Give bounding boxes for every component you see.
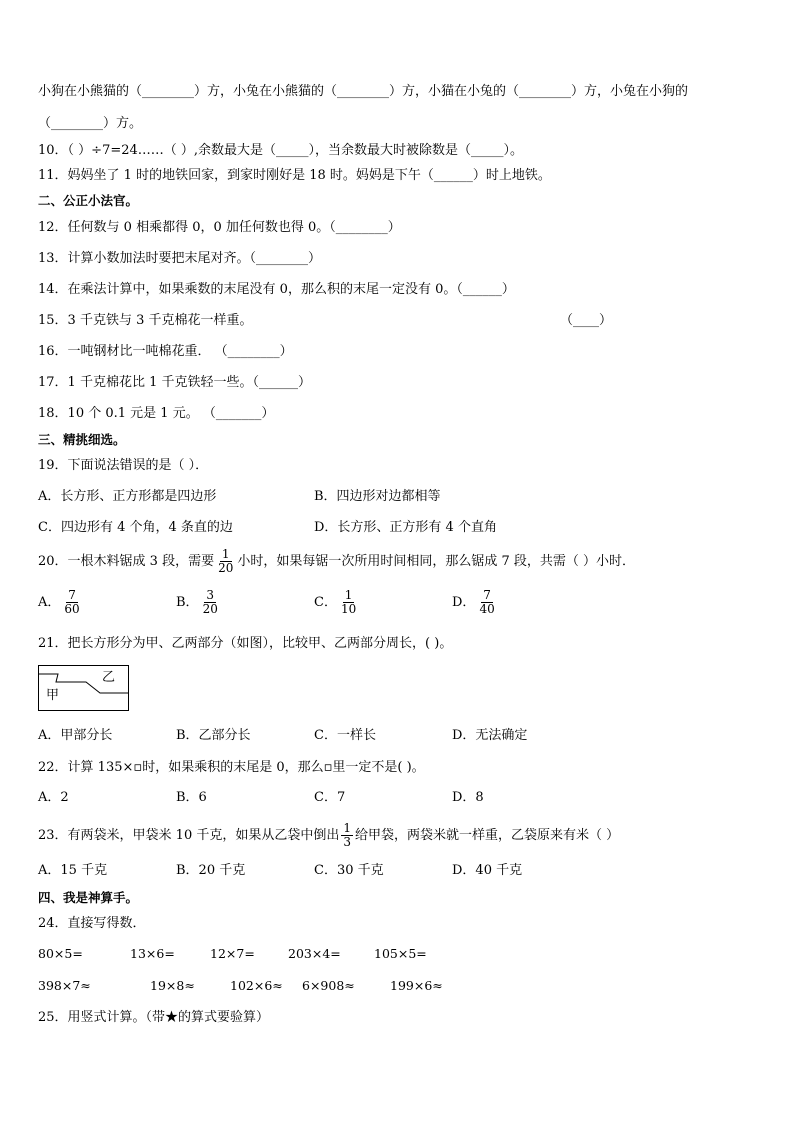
question-23-option-d: D．40 千克: [452, 863, 523, 878]
option-fraction: [477, 589, 496, 616]
calc-item: 102×6≈: [230, 978, 283, 993]
calc-item: 80×5=: [38, 946, 83, 961]
section-2-heading: 二、公正小法官。: [38, 193, 139, 208]
question-10: 10．（ ）÷7=24……（ ）,余数最大是（_____），当余数最大时被除数是（_____）。: [38, 143, 524, 158]
fraction-numerator: 1: [344, 588, 353, 602]
option-label: A．: [38, 595, 61, 610]
calc-item: 13×6=: [130, 946, 175, 961]
question-20-text-start: 20．一根木料锯成 3 段，需要: [38, 554, 215, 569]
question-23-option-c: C．30 千克: [314, 863, 384, 878]
question-23-option-b: B．20 千克: [176, 863, 246, 878]
option-fraction: [201, 589, 220, 616]
question-18: 18．10 个 0.1 元是 1 元。 （_______）: [38, 406, 275, 421]
section-4-heading: 四、我是神算手。: [38, 890, 139, 905]
fraction-numerator: 1: [221, 547, 230, 561]
calc-item: 12×7=: [210, 946, 255, 961]
option-fraction: [62, 589, 81, 616]
figure-label-jia: 甲: [46, 688, 60, 703]
rectangle-partition-figure: [38, 665, 130, 713]
question-22-option-c: C．7: [314, 790, 346, 805]
question-22-option-d: D．8: [452, 790, 484, 805]
calc-item: 19×8≈: [150, 978, 195, 993]
question-21-option-b: B．乙部分长: [176, 728, 251, 743]
calc-item: 203×4=: [288, 946, 341, 961]
fraction-denominator: 20: [218, 561, 234, 575]
question-22: 22．计算 135×▫时，如果乘积的末尾是 0，那么▫里一定不是( )。: [38, 760, 425, 775]
calc-item: 199×6≈: [390, 978, 443, 993]
calc-item: 6×908≈: [302, 978, 355, 993]
question-23-fraction: [341, 822, 353, 849]
fraction-numerator: 1: [343, 821, 351, 835]
question-11: 11．妈妈坐了 1 时的地铁回家，到家时刚好是 18 时。妈妈是下午（______）时上地铁。: [38, 168, 551, 183]
section-3-heading: 三、精挑细选。: [38, 432, 126, 447]
question-20: [38, 547, 635, 577]
question-19-option-d: D．长方形、正方形有 4 个直角: [314, 520, 497, 535]
question-21: 21．把长方形分为甲、乙两部分（如图），比较甲、乙两部分周长，( )。: [38, 636, 453, 651]
question-22-option-a: A．2: [38, 790, 69, 805]
question-20-option-b: [176, 588, 222, 618]
figure-label-yi: 乙: [102, 670, 116, 685]
fraction-denominator: 20: [202, 602, 218, 616]
calc-item: 398×7≈: [38, 978, 91, 993]
question-20-option-d: [452, 588, 499, 618]
question-15-blank: （____）: [560, 313, 613, 328]
question-22-option-b: B．6: [176, 790, 207, 805]
fraction-denominator: 10: [340, 602, 357, 616]
option-label: D．: [452, 595, 476, 610]
option-fraction: [339, 589, 358, 616]
fraction-denominator: 40: [479, 602, 495, 616]
question-21-option-d: D．无法确定: [452, 728, 528, 743]
question-16: 16．一吨钢材比一吨棉花重． （________）: [38, 344, 293, 359]
question-20-option-c: [314, 588, 360, 618]
option-label: B．: [176, 595, 199, 610]
question-19-option-a: A．长方形、正方形都是四边形: [38, 489, 217, 504]
option-label: C．: [314, 595, 337, 610]
fraction-denominator: 3: [343, 835, 351, 849]
question-15: 15．3 千克铁与 3 千克棉花一样重。: [38, 313, 253, 328]
calc-item: 105×5=: [374, 946, 427, 961]
fraction-numerator: 3: [206, 588, 215, 602]
question-20-option-a: [38, 588, 84, 618]
question-9-line-2: （________）方。: [38, 116, 143, 131]
question-23: [38, 821, 619, 851]
question-19: 19．下面说法错误的是（ ）．: [38, 458, 209, 473]
question-19-option-b: B．四边形对边都相等: [314, 489, 441, 504]
question-9-line-1: 小狗在小熊猫的（________）方，小兔在小熊猫的（________）方，小猫在小兔的（________）方，小兔在小狗的: [38, 84, 689, 99]
question-19-option-c: C．四边形有 4 个角，4 条直的边: [38, 520, 233, 535]
question-13: 13．计算小数加法时要把末尾对齐。（________）: [38, 251, 322, 266]
question-20-text-end: 小时，如果每锯一次所用时间相同，那么锯成 7 段，共需（ ）小时．: [237, 554, 636, 569]
question-21-option-c: C．一样长: [314, 728, 376, 743]
fraction-denominator: 60: [64, 602, 80, 616]
question-24: 24．直接写得数．: [38, 916, 146, 931]
question-21-option-a: A．甲部分长: [38, 728, 113, 743]
fraction-numerator: 7: [68, 588, 76, 602]
question-17: 17．1 千克棉花比 1 千克铁轻一些。（______）: [38, 375, 311, 390]
question-25: 25．用竖式计算。（带★的算式要验算）: [38, 1010, 270, 1025]
question-20-fraction: [216, 548, 235, 575]
fraction-numerator: 7: [483, 588, 491, 602]
question-14: 14．在乘法计算中，如果乘数的末尾没有 0，那么积的末尾一定没有 0。（______）: [38, 282, 515, 297]
question-23-option-a: A．15 千克: [38, 863, 108, 878]
question-12: 12．任何数与 0 相乘都得 0，0 加任何数也得 0。（________）: [38, 220, 401, 235]
question-23-text-start: 23．有两袋米，甲袋米 10 千克，如果从乙袋中倒出: [38, 828, 340, 843]
question-23-text-end: 给甲袋，两袋米就一样重，乙袋原来有米（ ）: [355, 828, 620, 843]
